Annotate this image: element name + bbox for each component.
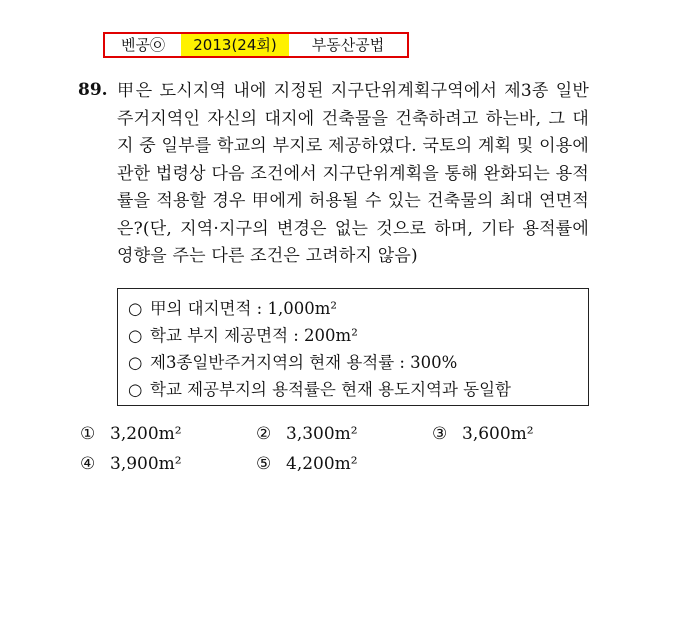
condition-item bbox=[128, 322, 588, 349]
choice-text: 3,900m² bbox=[110, 454, 182, 474]
question-source-header bbox=[103, 32, 409, 58]
question-number: 89. bbox=[78, 80, 108, 100]
choice-number: ⑤ bbox=[256, 454, 272, 474]
answer-choice-5[interactable] bbox=[256, 454, 358, 474]
condition-item bbox=[128, 349, 588, 376]
choice-text: 3,600m² bbox=[462, 424, 534, 444]
exam-year-round: 2013(24회) bbox=[181, 34, 289, 56]
choice-text: 3,300m² bbox=[286, 424, 358, 444]
answer-choice-4[interactable] bbox=[80, 454, 182, 474]
bullet-icon: ○ bbox=[128, 299, 143, 318]
condition-text: 제3종일반주거지역의 현재 용적률 : 300% bbox=[150, 353, 458, 372]
exam-subject: 부동산공법 bbox=[311, 36, 385, 54]
answer-choice-1[interactable] bbox=[80, 424, 182, 444]
answer-choice-2[interactable] bbox=[256, 424, 358, 444]
choice-text: 3,200m² bbox=[110, 424, 182, 444]
bullet-icon: ○ bbox=[128, 380, 143, 399]
choice-number: ④ bbox=[80, 454, 96, 474]
condition-item bbox=[128, 295, 588, 322]
subject-tag: 벤공㉧ bbox=[121, 36, 165, 54]
condition-text: 甲의 대지면적 : 1,000m² bbox=[150, 299, 337, 318]
condition-text: 학교 제공부지의 용적률은 현재 용도지역과 동일함 bbox=[150, 380, 511, 399]
conditions-box bbox=[117, 288, 589, 406]
choice-number: ② bbox=[256, 424, 272, 444]
question-text: 甲은 도시지역 내에 지정된 지구단위계획구역에서 제3종 일반주거지역인 자신의 대지에 건축물을 건축하려고 하는바, 그 대지 중 일부를 학교의 부지로 제공하였다. 국토의 계획 및 이용에 관한 법령상 다음 조건에서 지구단위계획을 통해 완화되는 용적률을 적용할 경우 甲에게 허용될 수 있는 건축물의 최대 연면적은?(단, 지역·지구의 변경은 없는 것으로 하며, 기타 용적률에 영향을 주는 다른 조건은 고려하지 않음) bbox=[117, 81, 589, 266]
bullet-icon: ○ bbox=[128, 326, 143, 345]
condition-item bbox=[128, 376, 588, 403]
choice-number: ① bbox=[80, 424, 96, 444]
choice-number: ③ bbox=[432, 424, 448, 444]
bullet-icon: ○ bbox=[128, 353, 143, 372]
condition-text: 학교 부지 제공면적 : 200m² bbox=[150, 326, 358, 345]
choice-text: 4,200m² bbox=[286, 454, 358, 474]
answer-choice-3[interactable] bbox=[432, 424, 534, 444]
